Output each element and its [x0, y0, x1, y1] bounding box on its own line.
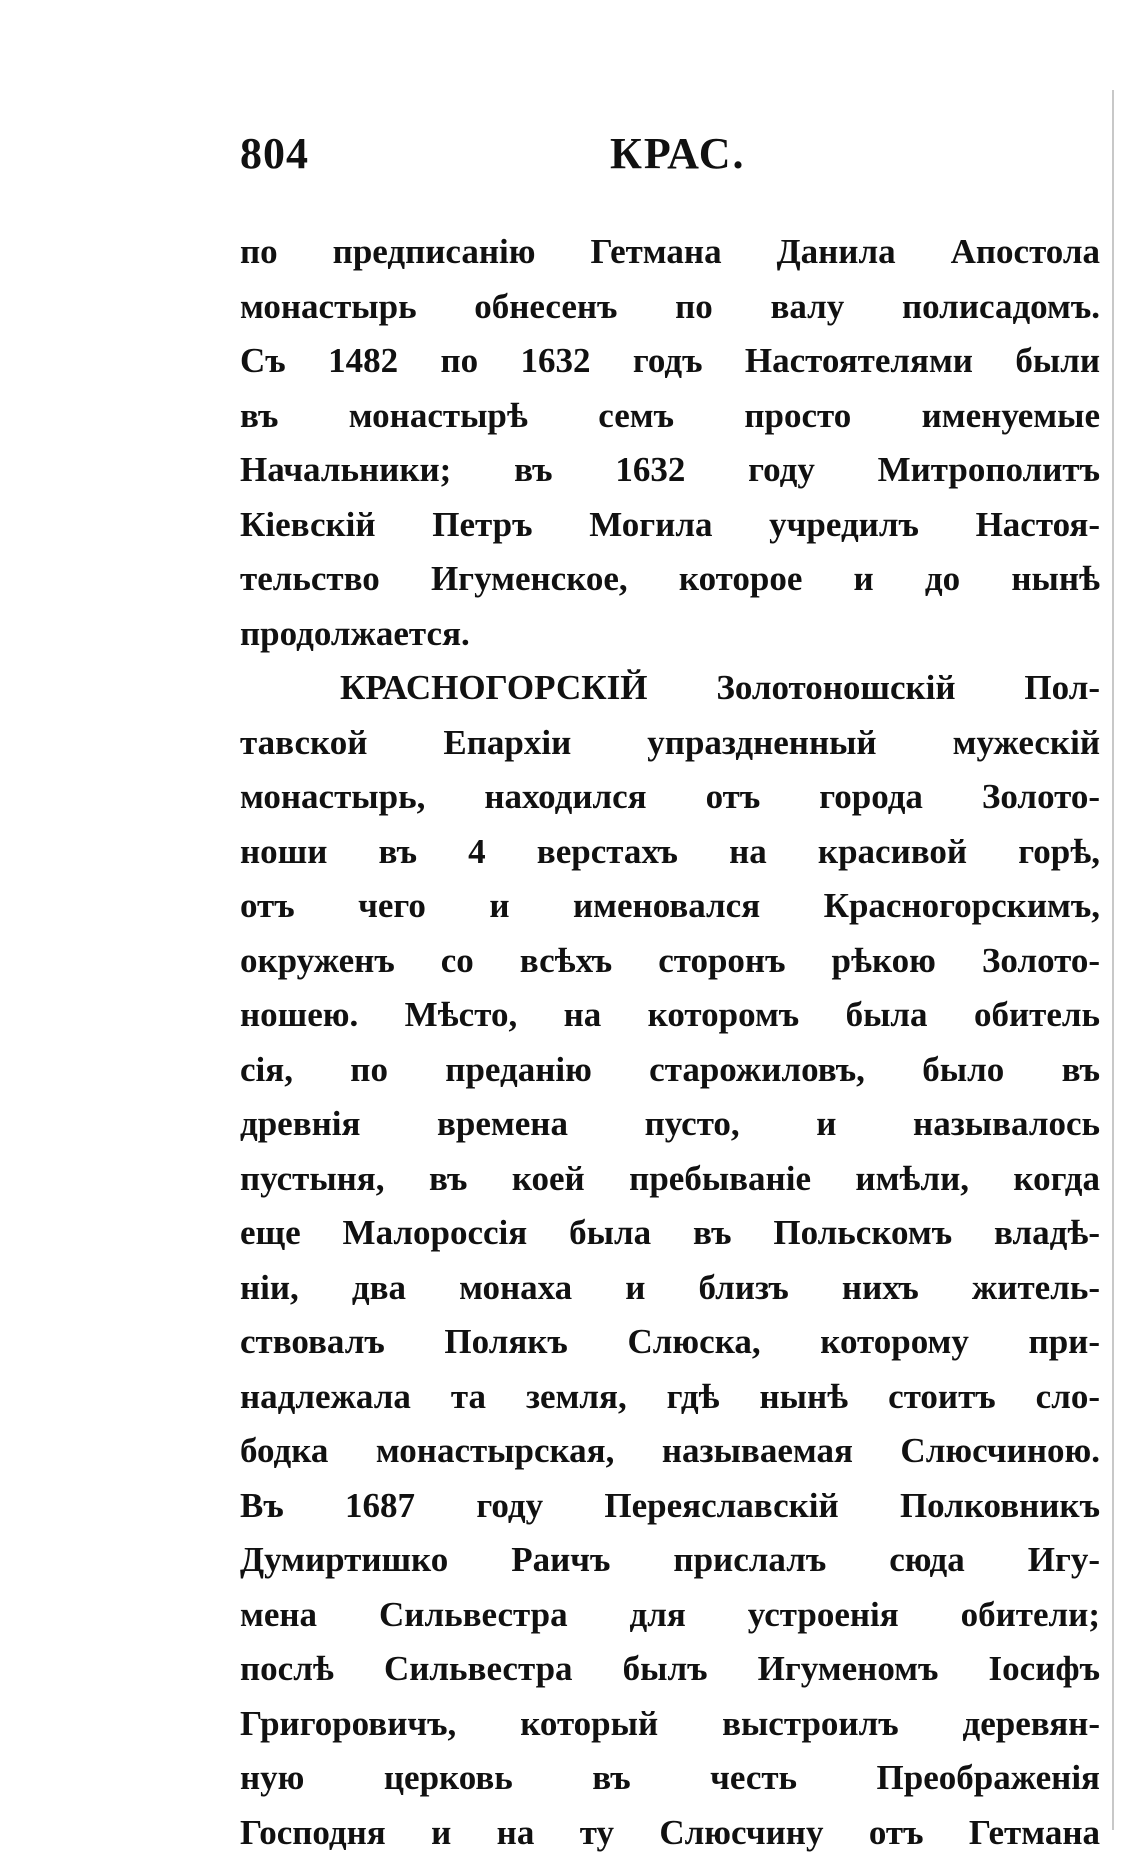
text-line: ствовалъ Полякъ Слюска, которому при-	[240, 1315, 1100, 1370]
text-line: послѣ Сильвестра былъ Игуменомъ Іосифъ	[240, 1642, 1100, 1697]
text-line: еще Малороссія была въ Польскомъ владѣ-	[240, 1206, 1100, 1261]
page-header	[240, 128, 1100, 198]
text-line: Начальники; въ 1632 году Митрополитъ	[240, 443, 1100, 498]
text-line: продолжается.	[240, 607, 1100, 662]
text-line: мена Сильвестра для устроенія обители;	[240, 1588, 1100, 1643]
text-line: окруженъ со всѣхъ сторонъ рѣкою Золото-	[240, 934, 1100, 989]
text-line: по предписанію Гетмана Данила Апостола	[240, 225, 1100, 280]
text-line: ношею. Мѣсто, на которомъ была обитель	[240, 988, 1100, 1043]
text-line: отъ чего и именовался Красногорскимъ,	[240, 879, 1100, 934]
running-head: КРАС.	[610, 128, 746, 179]
text-line: ноши въ 4 верстахъ на красивой горѣ,	[240, 825, 1100, 880]
paragraph-start-line: КРАСНОГОРСКІЙ Золотоношскій Пол-	[240, 661, 1100, 716]
text-line: Григоровичъ, который выстроилъ деревян-	[240, 1697, 1100, 1752]
text-line: монастырь, находился отъ города Золото-	[240, 770, 1100, 825]
text-line: ніи, два монаха и близъ нихъ житель-	[240, 1261, 1100, 1316]
body-text	[240, 225, 1100, 1860]
page-number: 804	[240, 128, 309, 179]
text-line: сія, по преданію старожиловъ, было въ	[240, 1043, 1100, 1098]
text-line: тавской Епархіи упраздненный мужескій	[240, 716, 1100, 771]
text-line: тельство Игуменское, которое и до нынѣ	[240, 552, 1100, 607]
text-line: ную церковь въ честь Преображенія	[240, 1751, 1100, 1806]
page-edge-rule	[1112, 90, 1114, 1830]
text-line: въ монастырѣ семъ просто именуемые	[240, 389, 1100, 444]
text-line: монастырь обнесенъ по валу полисадомъ.	[240, 280, 1100, 335]
text-line: Господня и на ту Слюсчину отъ Гетмана	[240, 1806, 1100, 1860]
text-line: Думиртишко Раичъ прислалъ сюда Игу-	[240, 1533, 1100, 1588]
text-line: Кіевскій Петръ Могила учредилъ Настоя-	[240, 498, 1100, 553]
text-line: Въ 1687 году Переяславскій Полковникъ	[240, 1479, 1100, 1534]
text-line: древнія времена пусто, и называлось	[240, 1097, 1100, 1152]
text-line: пустыня, въ коей пребываніе имѣли, когда	[240, 1152, 1100, 1207]
text-line: Съ 1482 по 1632 годъ Настоятелями были	[240, 334, 1100, 389]
text-line: надлежала та земля, гдѣ нынѣ стоитъ сло-	[240, 1370, 1100, 1425]
text-line: бодка монастырская, называемая Слюсчиною.	[240, 1424, 1100, 1479]
